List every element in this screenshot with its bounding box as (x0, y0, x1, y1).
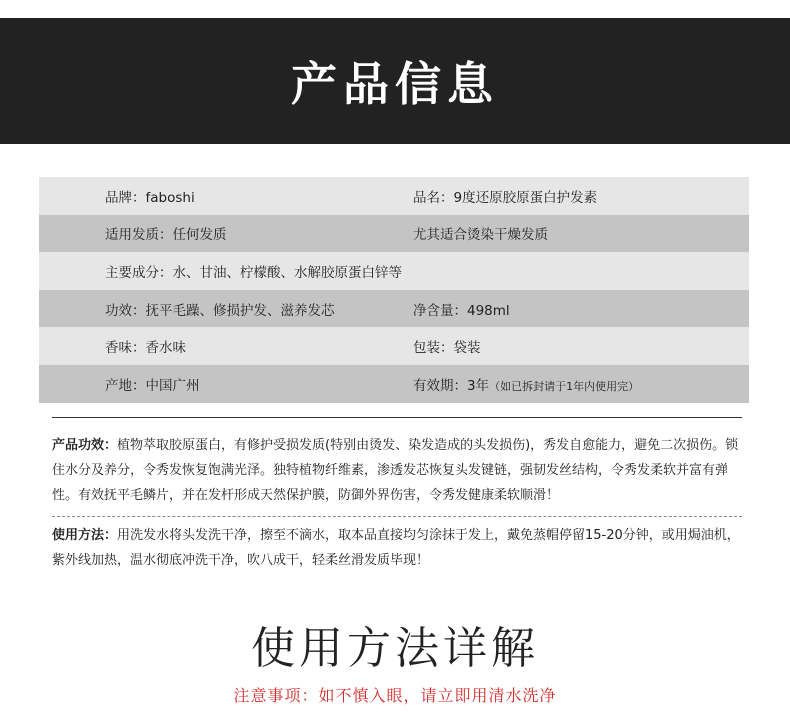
info-net-content: 净含量：498ml (413, 302, 510, 319)
effect-text: 植物萃取胶原蛋白，有修护受损发质(特别由烫发、染发造成的头发损伤)，秀发自愈能力，避免二次损伤。锁住水分及养分，令秀发恢复饱满光泽。独特植物纤维素，渗透发芯恢复头发键链，强韧发丝结构，令秀发柔软并富有弹性。有效抚平毛鳞片，并在发杆形成天然保护膜，防御外界伤害，令秀发健康柔软顺滑！ (52, 438, 739, 503)
info-effect: 功效：抚平毛躁、修损护发、滋养发芯 (105, 302, 335, 319)
info-row-ingredients (39, 252, 749, 290)
info-row-effect (39, 290, 749, 328)
info-hair-type: 适用发质：任何发质 (105, 227, 227, 244)
page-title: 产品信息 (291, 57, 499, 111)
header-banner (0, 18, 790, 144)
product-info-table (39, 177, 749, 403)
section-divider (52, 417, 742, 418)
usage-label: 使用方法： (52, 528, 118, 543)
info-row-brand (39, 177, 749, 215)
info-shelf-life-note: （如已拆封请于1年内使用完） (489, 379, 640, 393)
info-ingredients: 主要成分：水、甘油、柠檬酸、水解胶原蛋白锌等 (105, 264, 402, 281)
info-product-name: 品名：9度还原胶原蛋白护发素 (413, 189, 598, 206)
caution-text: 注意事项：如不慎入眼，请立即用清水洗净 (233, 686, 557, 705)
info-shelf-life-value: 有效期：3年 (413, 377, 490, 394)
dashed-divider (52, 516, 742, 517)
usage-paragraph (52, 523, 742, 573)
info-row-origin (39, 365, 749, 403)
info-scent: 香味：香水味 (105, 340, 186, 357)
usage-text: 用洗发水将头发洗干净，擦至不滴水，取本品直接均匀涂抹于发上，戴免蒸帽停留15-20分钟，或用焗油机，紫外线加热，温水彻底冲洗干净，吹八成干，轻柔丝滑发质毕现！ (52, 528, 740, 568)
info-origin: 产地：中国广州 (105, 377, 200, 394)
info-hair-type-note: 尤其适合烫染干燥发质 (413, 227, 548, 244)
section-title: 使用方法详解 (251, 623, 539, 674)
effect-label: 产品功效： (52, 438, 118, 453)
info-package: 包装：袋装 (413, 340, 481, 357)
effect-paragraph (52, 433, 742, 508)
info-row-scent (39, 327, 749, 365)
info-brand: 品牌：faboshi (105, 189, 195, 206)
info-row-hair-type (39, 215, 749, 253)
info-shelf-life (413, 374, 639, 394)
